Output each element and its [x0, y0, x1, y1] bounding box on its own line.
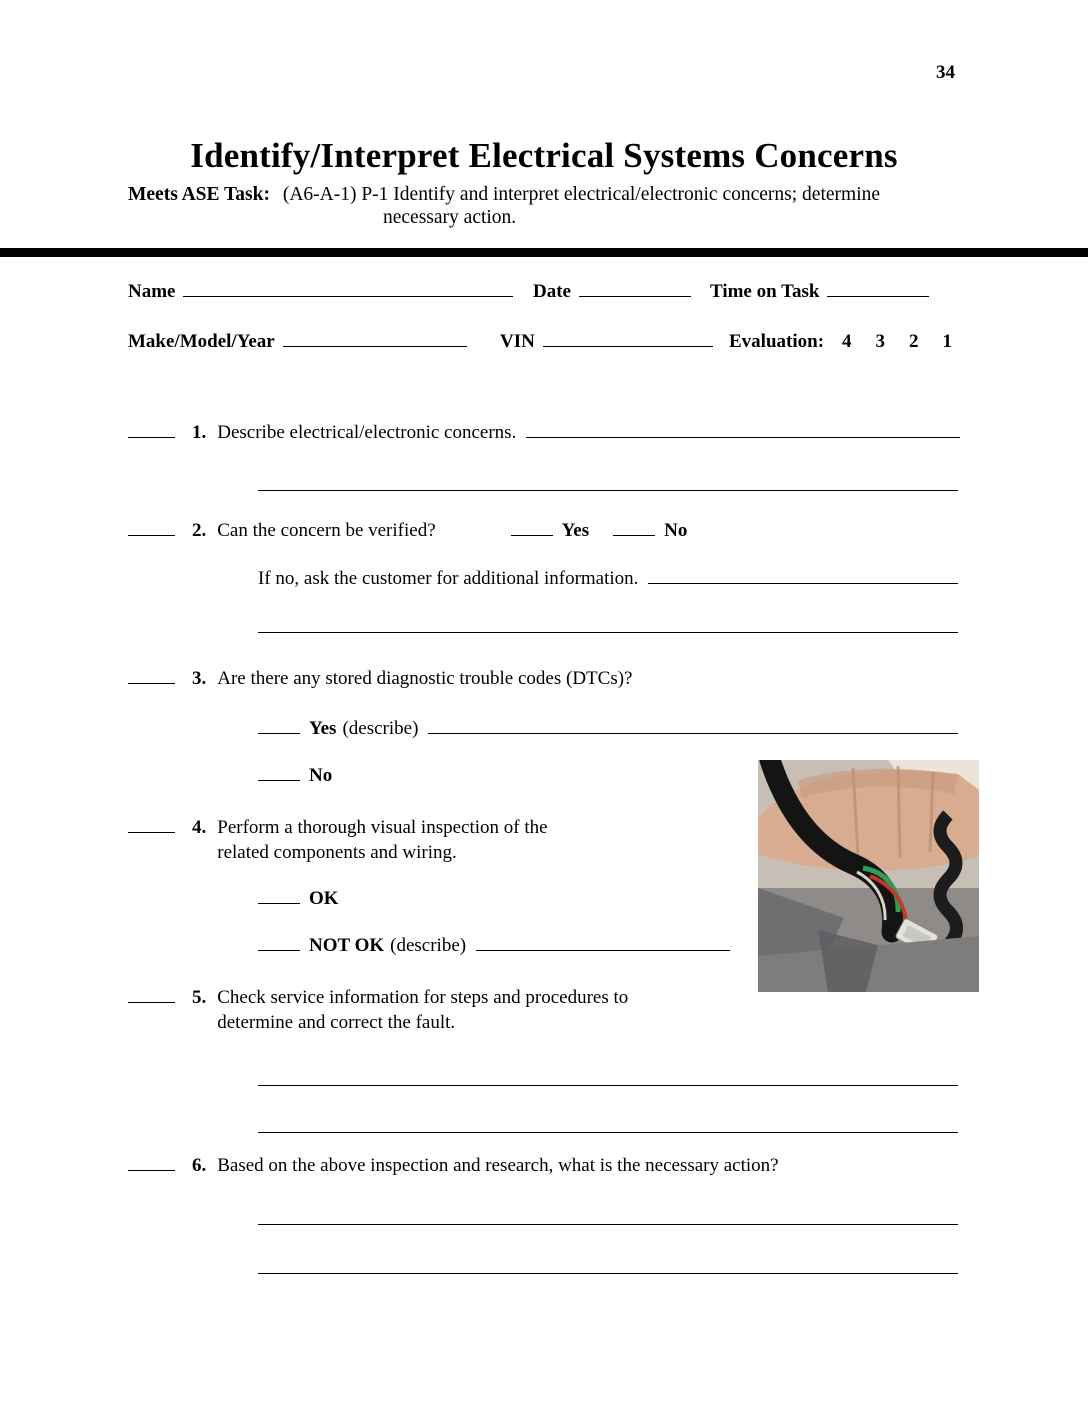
- name-label: Name: [128, 281, 176, 302]
- evaluation-option-4[interactable]: 4: [842, 331, 852, 352]
- item-6-number: 6.: [192, 1155, 207, 1176]
- item-1-text: Describe electrical/electronic concerns.: [217, 422, 517, 443]
- item-2-followup-row: [258, 568, 958, 590]
- item-5-text-line2: determine and correct the fault.: [217, 1012, 456, 1034]
- evaluation-option-1[interactable]: 1: [942, 331, 953, 352]
- time-on-task-input-line[interactable]: [827, 293, 929, 297]
- wiring-inspection-photo-image: [758, 760, 979, 992]
- make-model-year-input-line[interactable]: [283, 343, 467, 347]
- item-2-text: Can the concern be verified?: [217, 520, 436, 541]
- divider-rule: [0, 248, 1088, 257]
- name-input-line[interactable]: [183, 293, 513, 297]
- vin-field: [500, 331, 713, 353]
- item-4-ok-check-line[interactable]: [258, 900, 300, 904]
- item-4-ok-label: OK: [309, 888, 339, 909]
- item-2-no-check-line[interactable]: [613, 532, 655, 536]
- item-4-not-ok-label: NOT OK: [309, 935, 385, 956]
- item-3-number: 3.: [192, 668, 207, 689]
- vin-input-line[interactable]: [543, 343, 713, 347]
- item-5-answer-line-2[interactable]: [258, 1132, 958, 1133]
- item-4-score-line[interactable]: [128, 829, 175, 833]
- item-3-yes-row: [258, 718, 958, 740]
- item-4-text-line2: related components and wiring.: [217, 842, 457, 864]
- item-3-yes-describe-label: (describe): [342, 718, 419, 739]
- item-2-number: 2.: [192, 520, 207, 541]
- item-5-text: [217, 985, 628, 1035]
- item-5-text-line1: Check service information for steps and procedures to: [217, 987, 629, 1008]
- page-number: 34: [936, 62, 955, 83]
- time-on-task-label: Time on Task: [710, 281, 820, 302]
- item-2-row: [128, 520, 960, 542]
- item-4-number: 4.: [192, 817, 207, 838]
- item-4-not-ok-row: [258, 935, 730, 957]
- item-4-row: [128, 815, 728, 865]
- meets-ase-task-line: [128, 184, 968, 206]
- make-model-year-field: [128, 331, 467, 353]
- make-model-year-label: Make/Model/Year: [128, 331, 275, 352]
- item-3-yes-check-line[interactable]: [258, 730, 300, 734]
- date-field: [533, 281, 691, 303]
- item-6-text: Based on the above inspection and research, what is the necessary action?: [217, 1155, 779, 1176]
- item-1-row: [128, 422, 960, 444]
- vin-label: VIN: [500, 331, 535, 352]
- meets-ase-task-text-cont: necessary action.: [383, 207, 517, 228]
- item-2-yes-check-line[interactable]: [511, 532, 553, 536]
- wiring-inspection-photo: [758, 760, 979, 992]
- item-1-score-line[interactable]: [128, 434, 175, 438]
- date-input-line[interactable]: [579, 293, 691, 297]
- item-1-answer-line-2[interactable]: [258, 490, 958, 491]
- item-5-row: [128, 985, 748, 1035]
- item-3-score-line[interactable]: [128, 680, 175, 684]
- item-6-score-line[interactable]: [128, 1167, 175, 1171]
- item-1-number: 1.: [192, 422, 207, 443]
- item-4-not-ok-describe-line[interactable]: [476, 947, 730, 951]
- item-2-followup-text: If no, ask the customer for additional information.: [258, 568, 639, 589]
- item-3-yes-describe-line[interactable]: [428, 730, 958, 734]
- item-2-followup-line-2[interactable]: [258, 632, 958, 633]
- item-3-no-check-line[interactable]: [258, 777, 300, 781]
- item-4-text-line1: Perform a thorough visual inspection of the: [217, 817, 548, 838]
- item-6-answer-line-1[interactable]: [258, 1224, 958, 1225]
- evaluation-option-3[interactable]: 3: [875, 331, 886, 352]
- date-label: Date: [533, 281, 571, 302]
- item-3-no-row: [258, 765, 332, 787]
- item-5-answer-line-1[interactable]: [258, 1085, 958, 1086]
- item-2-no-label: No: [664, 520, 688, 541]
- item-5-number: 5.: [192, 987, 207, 1008]
- item-3-row: [128, 668, 960, 690]
- evaluation-label: Evaluation:: [729, 331, 825, 352]
- evaluation-option-2[interactable]: 2: [909, 331, 919, 352]
- item-2-score-line[interactable]: [128, 532, 175, 536]
- meets-ase-task-text: (A6-A-1) P-1 Identify and interpret electrical/electronic concerns; determine: [282, 184, 881, 205]
- item-2-yes-label: Yes: [561, 520, 590, 541]
- item-3-text: Are there any stored diagnostic trouble codes (DTCs)?: [217, 668, 633, 689]
- item-4-not-ok-describe-label: (describe): [390, 935, 467, 956]
- item-3-no-label: No: [309, 765, 333, 786]
- item-2-followup-line-1[interactable]: [648, 580, 958, 584]
- item-4-text: [217, 815, 547, 865]
- name-field: [128, 281, 513, 303]
- item-6-answer-line-2[interactable]: [258, 1273, 958, 1274]
- page-title: Identify/Interpret Electrical Systems Concerns: [190, 136, 898, 175]
- item-4-not-ok-check-line[interactable]: [258, 947, 300, 951]
- evaluation-field: [729, 331, 952, 353]
- item-4-ok-row: [258, 888, 339, 910]
- meets-ase-task-label: Meets ASE Task:: [128, 184, 270, 205]
- item-3-yes-label: Yes: [309, 718, 337, 739]
- item-5-score-line[interactable]: [128, 999, 175, 1003]
- item-1-answer-line-1[interactable]: [526, 434, 960, 438]
- item-6-row: [128, 1155, 960, 1177]
- time-on-task-field: [710, 281, 929, 303]
